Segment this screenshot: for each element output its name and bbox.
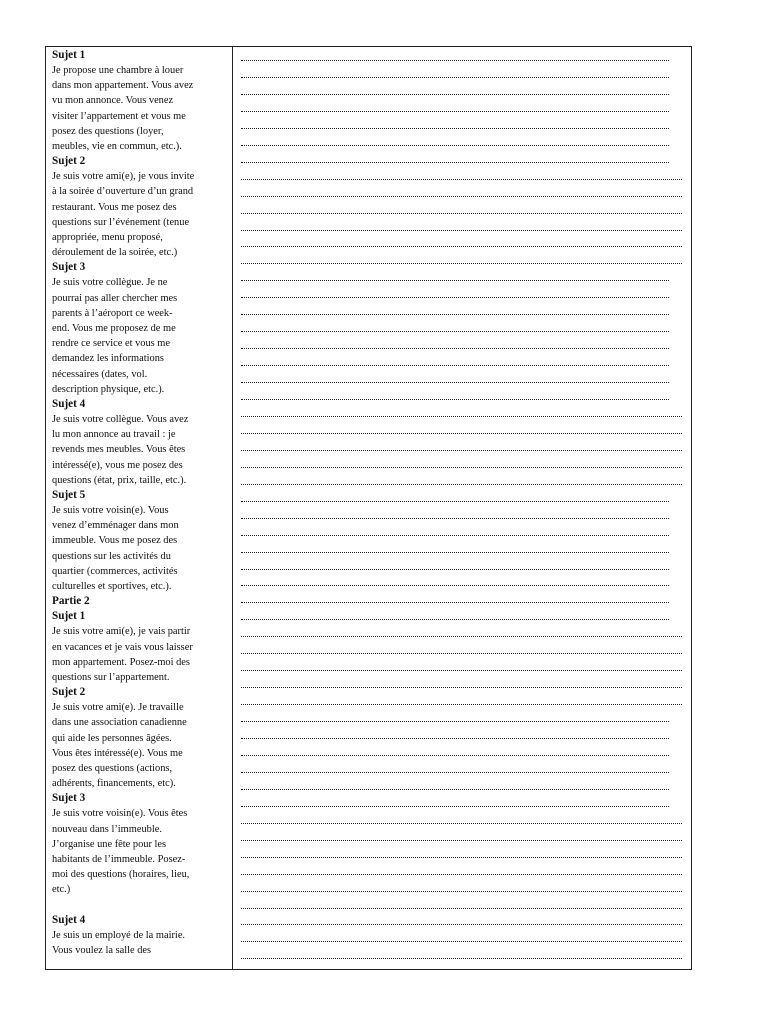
prompt-text-line: Je suis votre ami(e). Je travaille <box>52 702 184 714</box>
answer-dotted-line[interactable] <box>241 670 682 671</box>
answer-dotted-line[interactable] <box>241 569 669 570</box>
answer-dotted-line[interactable] <box>241 941 682 942</box>
answer-dotted-line[interactable] <box>241 179 682 180</box>
prompt-text-line: immeuble. Vous me posez des <box>52 535 178 547</box>
prompt-text-line: quartier (commerces, activités <box>52 565 178 577</box>
answer-dotted-line[interactable] <box>241 924 682 925</box>
answer-dotted-line[interactable] <box>241 60 669 61</box>
answer-dotted-line[interactable] <box>241 162 669 163</box>
answer-dotted-line[interactable] <box>241 382 669 383</box>
prompt-text-line: mon appartement. Posez-moi des <box>52 656 190 668</box>
prompt-text-line: habitants de l’immeuble. Posez- <box>52 853 186 865</box>
prompt-text-line: revends mes meubles. Vous êtes <box>52 444 186 456</box>
answer-dotted-line[interactable] <box>241 721 669 722</box>
answer-dotted-line[interactable] <box>241 789 669 790</box>
prompt-text-line: venez d’emménager dans mon <box>52 520 179 532</box>
subject-heading: Sujet 5 <box>52 489 86 502</box>
answer-dotted-line[interactable] <box>241 772 669 773</box>
answer-dotted-line[interactable] <box>241 213 682 214</box>
answer-dotted-line[interactable] <box>241 840 682 841</box>
answer-dotted-line[interactable] <box>241 111 669 112</box>
prompt-text-line: à la soirée d’ouverture d’un grand <box>52 186 194 198</box>
answer-dotted-line[interactable] <box>241 416 682 417</box>
prompt-text-line: dans mon appartement. Vous avez <box>52 80 194 92</box>
prompt-text-line: vu mon annonce. Vous venez <box>52 95 174 107</box>
subject-heading: Sujet 1 <box>52 610 86 623</box>
answer-dotted-line[interactable] <box>241 297 669 298</box>
answer-dotted-line[interactable] <box>241 585 669 586</box>
answer-dotted-line[interactable] <box>241 145 669 146</box>
prompt-text-line: etc.) <box>52 884 71 896</box>
answer-dotted-line[interactable] <box>241 891 682 892</box>
answer-dotted-line[interactable] <box>241 314 669 315</box>
prompt-text-line: intéressé(e), vous me posez des <box>52 459 183 471</box>
prompt-text-line: visiter l’appartement et vous me <box>52 110 186 122</box>
answer-dotted-line[interactable] <box>241 450 682 451</box>
answer-dotted-line[interactable] <box>241 433 682 434</box>
answer-dotted-line[interactable] <box>241 246 682 247</box>
prompt-text-line: pourrai pas aller chercher mes <box>52 292 178 304</box>
spacer <box>52 898 232 913</box>
subject-heading: Sujet 1 <box>52 49 86 61</box>
answer-dotted-line[interactable] <box>241 230 682 231</box>
answer-dotted-line[interactable] <box>241 653 682 654</box>
prompt-text-line: description physique, etc.). <box>52 383 165 395</box>
prompt-text-line: J’organise une fête pour les <box>52 838 167 850</box>
answer-dotted-line[interactable] <box>241 908 682 909</box>
answer-dotted-line[interactable] <box>241 365 669 366</box>
answer-dotted-line[interactable] <box>241 348 669 349</box>
prompt-text-line: nouveau dans l’immeuble. <box>52 823 162 835</box>
prompt-text-line: rendre ce service et vous me <box>52 338 170 350</box>
answer-dotted-line[interactable] <box>241 263 682 264</box>
subject-heading: Sujet 2 <box>52 155 86 168</box>
answer-dotted-line[interactable] <box>241 331 669 332</box>
prompt-text-line: lu mon annonce au travail : je <box>52 429 176 441</box>
prompt-text-line: dans une association canadienne <box>52 717 187 729</box>
prompt-text-line: Je suis votre voisin(e). Vous <box>52 505 169 517</box>
prompt-text-line: questions sur l’événement (tenue <box>52 216 190 228</box>
answer-dotted-line[interactable] <box>241 484 682 485</box>
subject-heading: Sujet 2 <box>52 686 86 699</box>
answer-dotted-line[interactable] <box>241 704 682 705</box>
worksheet-table <box>45 46 692 970</box>
prompt-text-line: posez des questions (actions, <box>52 762 173 774</box>
prompt-text-line: Vous êtes intéressé(e). Vous me <box>52 747 183 759</box>
prompt-text-line: meubles, vie en commun, etc.). <box>52 141 182 153</box>
answer-dotted-line[interactable] <box>241 77 669 78</box>
answer-dotted-line[interactable] <box>241 619 669 620</box>
answer-dotted-line[interactable] <box>241 518 669 519</box>
prompt-text-line: Je suis votre collègue. Vous avez <box>52 414 189 426</box>
subject-heading: Sujet 3 <box>52 261 86 274</box>
prompt-text-line: adhérents, financements, etc). <box>52 778 176 790</box>
answer-dotted-line[interactable] <box>241 399 669 400</box>
answer-dotted-line[interactable] <box>241 738 669 739</box>
prompt-text-line: en vacances et je vais vous laisser <box>52 641 193 653</box>
answer-dotted-line[interactable] <box>241 687 682 688</box>
prompt-text-line: Je suis votre collègue. Je ne <box>52 277 168 289</box>
answer-dotted-line[interactable] <box>241 552 669 553</box>
answer-dotted-line[interactable] <box>241 501 669 502</box>
prompt-text-line: déroulement de la soirée, etc.) <box>52 247 178 259</box>
subject-heading: Partie 2 <box>52 595 90 608</box>
prompt-text-line: qui aide les personnes âgées. <box>52 732 172 744</box>
prompt-text-line: end. Vous me proposez de me <box>52 323 176 335</box>
prompt-text-line: Je suis votre voisin(e). Vous êtes <box>52 808 188 820</box>
answer-dotted-line[interactable] <box>241 196 682 197</box>
prompt-text-line: demandez les informations <box>52 353 164 365</box>
prompt-text-line: Je suis un employé de la mairie. <box>52 929 186 941</box>
prompt-text-line: restaurant. Vous me posez des <box>52 201 177 213</box>
prompt-text-line: nécessaires (dates, vol. <box>52 368 148 380</box>
prompt-text-line: culturelles et sportives, etc.). <box>52 581 172 593</box>
prompt-text-line: questions sur les activités du <box>52 550 171 562</box>
prompt-text-line: appropriée, menu proposé, <box>52 232 163 244</box>
answer-dotted-line[interactable] <box>241 602 669 603</box>
prompt-text-line: Je propose une chambre à louer <box>52 65 184 76</box>
subject-heading: Sujet 3 <box>52 792 86 805</box>
answer-dotted-line[interactable] <box>241 755 669 756</box>
answer-dotted-line[interactable] <box>241 128 669 129</box>
answer-dotted-line[interactable] <box>241 467 682 468</box>
subject-heading: Sujet 4 <box>52 398 86 411</box>
answer-dotted-line[interactable] <box>241 535 669 536</box>
answer-dotted-line[interactable] <box>241 874 682 875</box>
prompt-text-line: questions (état, prix, taille, etc.). <box>52 474 187 486</box>
answer-dotted-line[interactable] <box>241 280 669 281</box>
column-divider <box>232 47 233 969</box>
answer-dotted-line[interactable] <box>241 958 682 959</box>
answer-dotted-line[interactable] <box>241 857 682 858</box>
prompt-text-line: moi des questions (horaires, lieu, <box>52 869 190 881</box>
prompt-text-line: Vous voulez la salle des <box>52 944 152 956</box>
answer-dotted-line[interactable] <box>241 94 669 95</box>
prompt-column <box>52 48 232 958</box>
subject-heading: Sujet 4 <box>52 913 86 926</box>
answer-dotted-line[interactable] <box>241 636 682 637</box>
answer-dotted-line[interactable] <box>241 806 669 807</box>
prompt-text-line: Je suis votre ami(e), je vais partir <box>52 626 191 638</box>
prompt-text-line: questions sur l’appartement. <box>52 671 170 683</box>
prompt-text-line: Je suis votre ami(e), je vous invite <box>52 171 195 183</box>
prompt-text-line: posez des questions (loyer, <box>52 125 164 137</box>
answer-dotted-line[interactable] <box>241 823 682 824</box>
prompt-text-line: parents à l’aéroport ce week- <box>52 307 173 319</box>
